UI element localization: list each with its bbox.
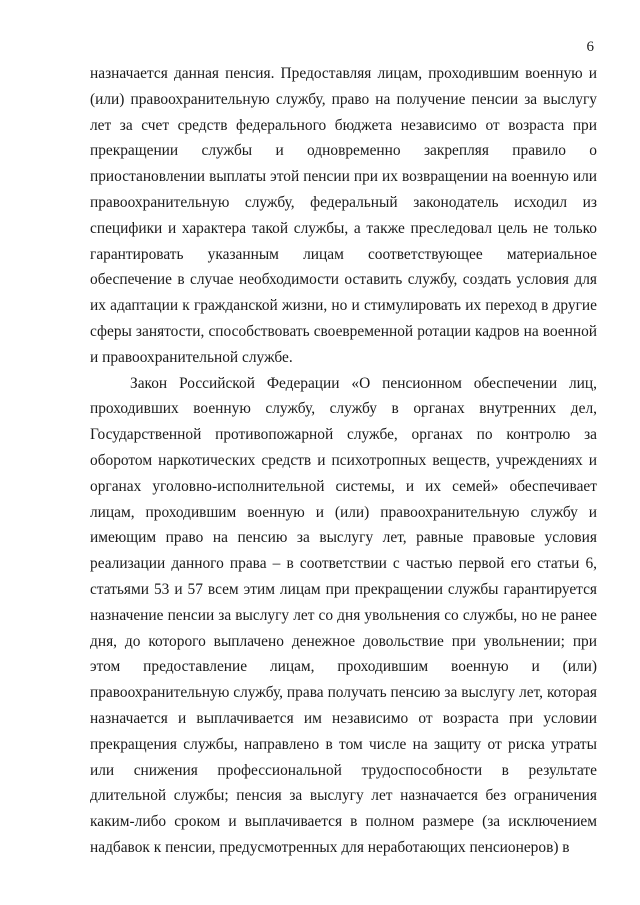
paragraph-continuation: назначается данная пенсия. Предоставляя лицам, проходившим военную и (или) правоохранительную службу, право на получение пенсии за выслугу лет за счет средств федерального бюджета независимо от возраста при прекращении службы и одновременно закрепляя правило о приостановлении выплаты этой пенсии при их возвращении на военную или правоохранительную службу, федеральный законодатель исходил из специфики и характера такой службы, а также преследовал цель не только гарантировать указанным лицам соответствующее материальное обеспечение в случае необходимости оставить службу, создать условия для их адаптации к гражданской жизни, но и стимулировать их переход в другие сферы занятости, способствовать своевременной ротации кадров на военной и правоохранительной службе. xyxy=(90,65,597,366)
body-text xyxy=(90,61,597,861)
page-number: 6 xyxy=(586,39,594,55)
paragraph-law: Закон Российской Федерации «О пенсионном обеспечении лиц, проходивших военную службу, службу в органах внутренних дел, Государственной противопожарной службе, органах по контролю за оборотом наркотических средств и психотропных веществ, учреждениях и органах уголовно-исполнительной системы, и их семей» обеспечивает лицам, проходившим военную и (или) правоохранительную службу и имеющим право на пенсию за выслугу лет, равные правовые условия реализации данного права – в соответствии с частью первой его статьи 6, статьями 53 и 57 всем этим лицам при прекращении службы гарантируется назначение пенсии за выслугу лет со дня увольнения со службы, но не ранее дня, до которого выплачено денежное довольствие при увольнении; при этом предоставление лицам, проходившим военную и (или) правоохранительную службу, права получать пенсию за выслугу лет, которая назначается и выплачивается им независимо от возраста при условии прекращения службы, направлено в том числе на защиту от риска утраты или снижения профессиональной трудоспособности в результате длительной службы; пенсия за выслугу лет назначается без ограничения каким-либо сроком и выплачивается в полном размере (за исключением надбавок к пенсии, предусмотренных для неработающих пенсионеров) в xyxy=(90,374,597,856)
